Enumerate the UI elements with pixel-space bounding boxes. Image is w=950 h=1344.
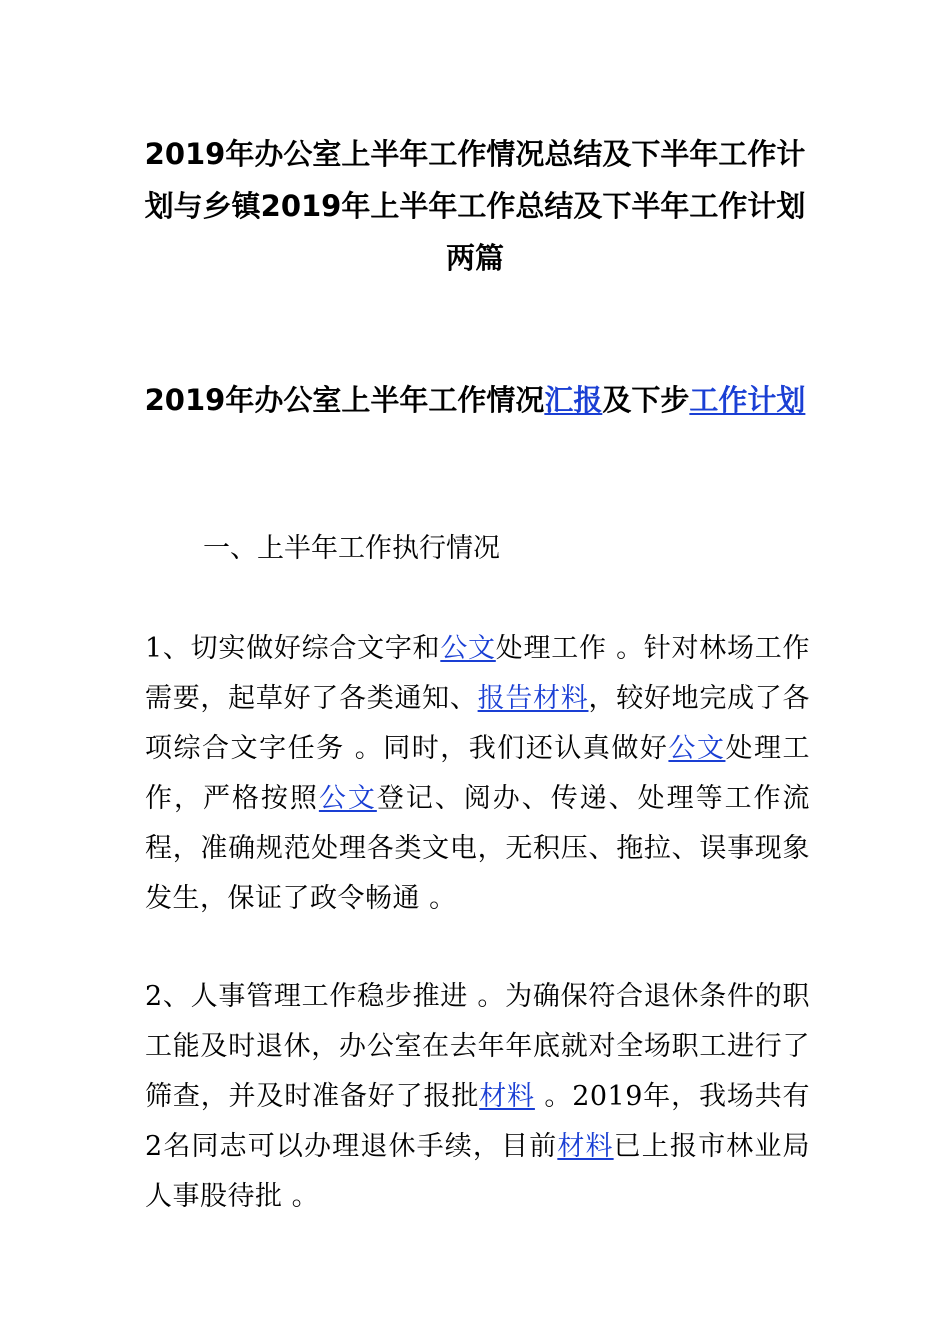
paragraph-1-text-4: 处理工作，严格按照 (145, 733, 811, 814)
paragraph-1-text-5: 登记、阅办、传递、处理等工作流程，准确规范处理各类文电，无积压、拖拉、误事现象发生，保证了政令畅通 。 (145, 783, 811, 914)
section-title-text-1: 2019年办公室上半年工作情况 (144, 383, 545, 417)
document-title: 2019年办公室上半年工作情况总结及下半年工作计划与乡镇2019年上半年工作总结及下半年工作计划两篇 (144, 137, 806, 275)
section-heading: 一、上半年工作执行情况 (203, 533, 500, 564)
paragraph-1-text-3: ，较好地完成了各项综合文字任务 。同时，我们还认真做好 (145, 683, 811, 764)
section-title-text-2: 及下步 (602, 383, 690, 417)
paragraph-1 (145, 624, 810, 924)
paragraph-2-text-3: 已上报市林业局人事股待批 。 (145, 1131, 811, 1212)
huibao-link[interactable]: 汇报 (544, 383, 603, 417)
report-material-link[interactable]: 报告材料 (477, 683, 589, 714)
work-plan-link[interactable]: 工作计划 (689, 383, 806, 417)
section-title (100, 376, 850, 424)
gongwen-link-2[interactable]: 公文 (668, 733, 726, 764)
paragraph-2 (145, 972, 810, 1222)
gongwen-link-3[interactable]: 公文 (318, 783, 377, 814)
paragraph-2-text-2: 。2019年，我场共有2名同志可以办理退休手续，目前 (145, 1081, 811, 1162)
material-link-1[interactable]: 材料 (479, 1081, 535, 1112)
paragraph-2-text-1: 2、人事管理工作稳步推进 。为确保符合退休条件的职工能及时退休，办公室在去年年底就对全场职工进行了筛查，并及时准备好了报批 (145, 981, 810, 1112)
paragraph-1-text-1: 1、切实做好综合文字和 (145, 633, 441, 664)
gongwen-link-1[interactable]: 公文 (440, 633, 496, 664)
paragraph-1-text-2: 处理工作 。针对林场工作需要，起草好了各类通知、 (145, 633, 810, 714)
material-link-2[interactable]: 材料 (557, 1131, 614, 1162)
